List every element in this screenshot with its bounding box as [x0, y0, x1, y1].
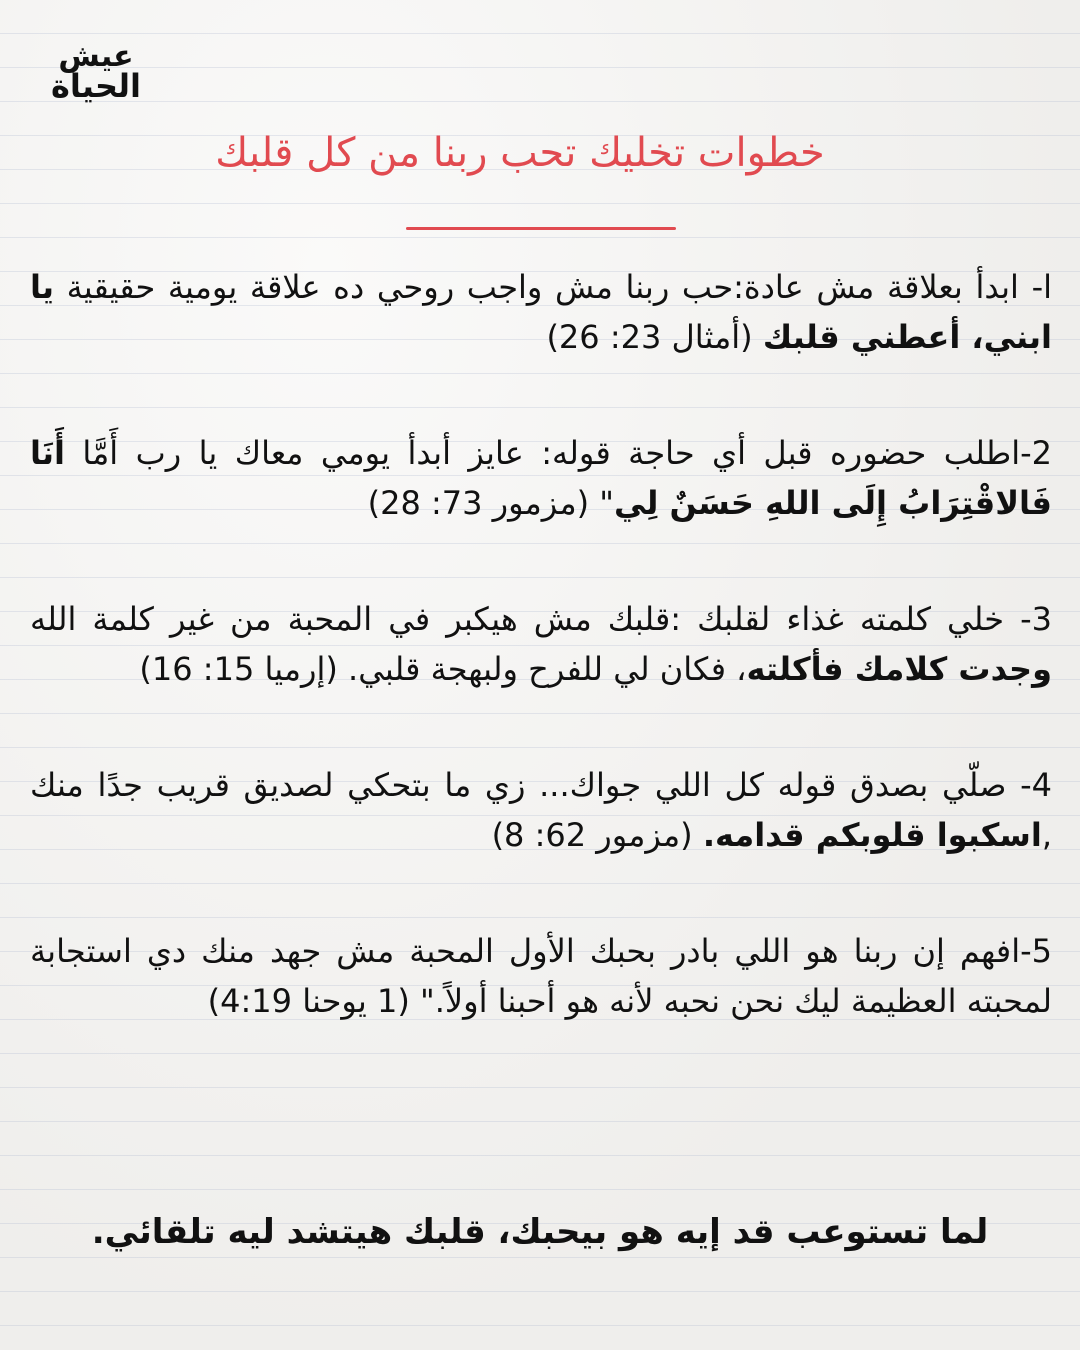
- logo: [46, 39, 146, 122]
- step-1-reference: (أمثال 23: 26): [546, 318, 763, 356]
- conclusion: لما تستوعب قد إيه هو بيحبك، قلبك هيتشد ليه تلقائي.: [91, 1212, 989, 1252]
- step-2-reference: " (مزمور 73: 28): [367, 484, 614, 522]
- step-4-text: 4- صلّي بصدق قوله كل اللي جواك... زي ما بتحكي لصديق قريب جدًا منك ,: [30, 766, 1052, 854]
- step-2: [30, 428, 1052, 528]
- title-divider: [406, 227, 676, 230]
- step-2-verse: أَنَا فَالاقْتِرَابُ إِلَى اللهِ حَسَنٌ لِي: [30, 434, 1052, 522]
- steps-list: [30, 262, 1052, 1092]
- logo-line-2: الحياة: [50, 67, 141, 105]
- step-3-reference: ، فكان لي للفرح ولبهجة قلبي. (إرميا 15: 16): [139, 650, 747, 688]
- step-1-verse: يا ابني، أعطني قلبك: [30, 268, 1052, 356]
- step-1-text: ا- ابدأ بعلاقة مش عادة:حب ربنا مش واجب روحي ده علاقة يومية حقيقية: [54, 268, 1052, 306]
- logo-line-1: عيش: [58, 39, 134, 74]
- step-4-reference: (مزمور 62: 8): [491, 816, 703, 854]
- step-5: [30, 926, 1052, 1026]
- step-4: [30, 760, 1052, 860]
- step-4-verse: اسكبوا قلوبكم قدامه.: [702, 816, 1042, 854]
- step-3-verse: وجدت كلامك فأكلته: [746, 650, 1052, 688]
- step-3-text: 3- خلي كلمته غذاء لقلبك :قلبك مش هيكبر في المحبة من غير كلمة الله: [30, 600, 1052, 638]
- step-1: [30, 262, 1052, 362]
- page-title: خطوات تخليك تحب ربنا من كل قلبك: [215, 130, 825, 176]
- step-5-text: 5-افهم إن ربنا هو اللي بادر بحبك الأول المحبة مش جهد منك دي استجابة لمحبته العظيمة ليك نحن نحبه لأنه هو أحبنا أولاً." (1 يوحنا 4:19): [30, 932, 1052, 1020]
- step-3: [30, 594, 1052, 694]
- step-2-text: 2-اطلب حضوره قبل أي حاجة قوله: عايز أبدأ يومي معاك يا رب أَمَّا: [65, 434, 1052, 472]
